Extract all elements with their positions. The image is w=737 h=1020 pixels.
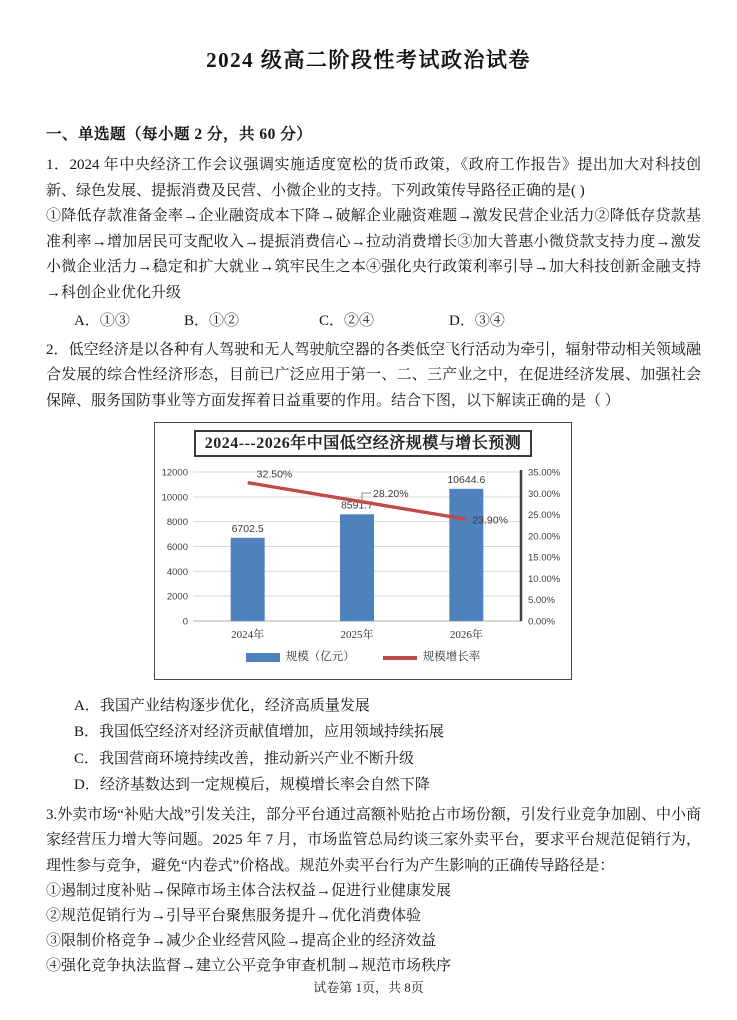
- left-axis-tick: 12000: [161, 467, 188, 479]
- q3-path-2: ②规范促销行为→引导平台聚焦服务提升→优化消费体验: [46, 908, 422, 925]
- q3-path-4: ④强化竞争执法监督→建立公平竞争审查机制→规范市场秩序: [46, 958, 452, 975]
- page-content: [0, 124, 737, 979]
- page-footer: 试卷第 1页，共 8页: [313, 980, 424, 995]
- right-axis-tick: 20.00%: [528, 531, 561, 543]
- q2-option-d: D．经济基数达到一定规模后，规模增长率会自然下降: [74, 777, 430, 794]
- question-2-stem: 2．低空经济是以各种有人驾驶和无人驾驶航空器的各类低空飞行活动为牵引，辐射带动相关领域融合发展的综合性经济形态，目前已广泛应用于第一、二、三产业之中，在促进经济发展、加强社会保障、服务国防事业等方面发挥着日益重要的作用。结合下图，以下解读正确的是（ ）: [46, 341, 701, 409]
- legend-item-growth: [383, 645, 481, 671]
- chart-title-wrap: [155, 430, 571, 458]
- question-1-stem: 1．2024 年中央经济工作会议强调实施适度宽松的货币政策，《政府工作报告》提出加大对科技创新、绿色发展、提振消费及民营、小微企业的支持。下列政策传导路径正确的是( ): [46, 157, 701, 199]
- q1-option-a: A．①③: [74, 312, 130, 329]
- x-axis-label-2026年: 2026年: [449, 628, 483, 641]
- bar-2024年: [231, 538, 265, 621]
- legend-item-scale: [246, 645, 355, 671]
- section-heading: 一、单选题（每小题 2 分，共 60 分）: [46, 126, 313, 143]
- left-axis-tick: 0: [182, 616, 188, 628]
- line-label-0: 32.50%: [256, 468, 293, 481]
- right-axis-tick: 15.00%: [528, 552, 561, 564]
- right-axis-tick: 10.00%: [528, 573, 561, 585]
- question-3-stem: 3.外卖市场“补贴大战”引发关注，部分平台通过高额补贴抢占市场份额，引发行业竞争加剧、中小商家经营压力增大等问题。2025 年 7 月，市场监管总局约谈三家外卖平台，要求平台规范促销行为，理性参与竞争，避免“内卷式”价格战。规范外卖平台行为产生影响的正确传导路径是：: [46, 806, 701, 874]
- bar-label-2026年: 10644.6: [447, 473, 486, 486]
- chart-plot-area: [155, 460, 571, 644]
- q1-option-c: C．②④: [319, 312, 375, 329]
- chart-legend: [155, 645, 571, 671]
- q1-option-d: D．③④: [449, 312, 505, 329]
- chart-title: 2024---2026年中国低空经济规模与增长预测: [194, 430, 533, 457]
- left-axis-tick: 8000: [166, 517, 188, 529]
- q3-path-3: ③限制价格竞争→减少企业经营风险→提高企业的经济效益: [46, 933, 437, 950]
- x-axis-label-2025年: 2025年: [340, 628, 374, 641]
- bar-2025年: [340, 514, 374, 621]
- left-axis-tick: 2000: [166, 591, 188, 603]
- q1-option-b: B．①②: [184, 312, 240, 329]
- left-axis-tick: 4000: [166, 566, 188, 578]
- line-label-1: 28.20%: [373, 487, 409, 500]
- q2-option-b: B．我国低空经济对经济贡献值增加，应用领域持续拓展: [74, 724, 445, 741]
- question-1-options: [46, 308, 701, 334]
- q2-option-a: A．我国产业结构逐步优化，经济高质量发展: [74, 697, 370, 714]
- q3-path-1: ①遏制过度补贴→保障市场主体合法权益→促进行业健康发展: [46, 883, 452, 900]
- left-axis-tick: 10000: [161, 492, 188, 504]
- x-axis-label-2024年: 2024年: [231, 628, 265, 641]
- question-2-options: [46, 693, 701, 799]
- low-altitude-economy-chart: [154, 422, 572, 679]
- right-axis-tick: 30.00%: [528, 488, 561, 500]
- right-axis-tick: 0.00%: [528, 616, 555, 628]
- bar-2026年: [449, 489, 483, 621]
- legend-line-swatch-icon: [383, 656, 417, 660]
- legend-line-label: 规模增长率: [422, 650, 481, 663]
- line-label-2: 23.90%: [472, 514, 508, 527]
- right-axis-tick: 5.00%: [528, 595, 555, 607]
- legend-bar-label: 规模（亿元）: [285, 650, 355, 663]
- right-axis-tick: 25.00%: [528, 510, 561, 522]
- question-1-paths: ①降低存款准备金率→企业融资成本下降→破解企业融资难题→激发民营企业活力②降低存贷款基准利率→增加居民可支配收入→提振消费信心→拉动消费增长③加大普惠小微贷款支持力度→激发小微企业活力→稳定和扩大就业→筑牢民生之本④强化央行政策利率引导→加大科技创新金融支持→科创企业优化升级: [46, 208, 701, 301]
- growth-rate-line: [248, 483, 467, 520]
- bar-label-2025年: 8591.7: [340, 499, 374, 512]
- q2-option-c: C．我国营商环境持续改善，推动新兴产业不断升级: [74, 750, 415, 767]
- page-title: 2024 级高二阶段性考试政治试卷: [206, 48, 531, 72]
- legend-bar-swatch-icon: [246, 653, 280, 662]
- left-axis-tick: 6000: [166, 541, 188, 553]
- bar-label-2024年: 6702.5: [231, 522, 264, 535]
- right-axis-tick: 35.00%: [528, 467, 561, 479]
- question-3-paths: [46, 879, 701, 979]
